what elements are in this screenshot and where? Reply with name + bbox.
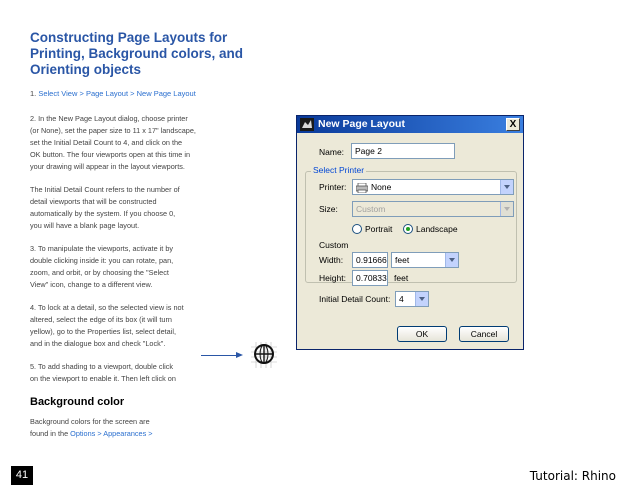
- height-input[interactable]: 0.70833: [352, 270, 388, 286]
- select-printer-legend: Select Printer: [313, 165, 365, 175]
- name-label: Name:: [319, 147, 345, 157]
- printer-select[interactable]: [352, 179, 514, 195]
- detail-count-dropdown-arrow-icon[interactable]: [415, 292, 428, 306]
- step-2-paragraph: 2. In the New Page Layout dialog, choose printer (or None), set the paper size to 11 x 17" landscape, set the Initial Detail Count to 4, and click on the OK button. The four viewports open at this time in your drawing will appear in the layout viewports.: [30, 114, 196, 171]
- width-label: Width:: [319, 255, 344, 265]
- background-menu-path: Options > Appearances >: [70, 429, 153, 438]
- step-3-paragraph: 3. To manipulate the viewports, activate it by double clicking inside it: you can rotate, pan, zoom, and orbit, or by choosing the "Select View" icon, change to a different view.: [30, 244, 174, 289]
- printer-icon: [356, 183, 368, 193]
- background-paragraph: [30, 416, 260, 440]
- background-line-2-prefix: found in the: [30, 429, 71, 438]
- detail-count-select[interactable]: [395, 291, 429, 307]
- rhino-app-icon: [300, 118, 314, 131]
- size-value: Custom: [356, 204, 386, 214]
- step-4-paragraph: 4. To lock at a detail, so the selected view is not altered, select the edge of its box (it will turn yellow), go to the Properties list, select detail, and in the dialogue box and check "Lock".: [30, 303, 184, 348]
- select-view-icon: [251, 342, 277, 368]
- width-unit-dropdown-arrow-icon[interactable]: [445, 253, 458, 267]
- name-input[interactable]: Page 2: [351, 143, 455, 159]
- dialog-title: New Page Layout: [318, 118, 405, 130]
- step-1-prefix: 1.: [30, 89, 39, 98]
- detail-count-value: 4: [399, 294, 404, 304]
- detail-count-label: Initial Detail Count:: [319, 294, 391, 304]
- page-title: Constructing Page Layouts for Printing, Background colors, and Orienting objects: [30, 30, 244, 77]
- landscape-radio[interactable]: [403, 224, 413, 234]
- select-printer-group: [305, 165, 517, 283]
- printer-value: None: [371, 182, 392, 192]
- dialog-titlebar[interactable]: [297, 116, 523, 133]
- ok-button[interactable]: OK: [397, 326, 447, 342]
- size-dropdown-arrow-icon: [500, 202, 513, 216]
- cancel-button[interactable]: Cancel: [459, 326, 509, 342]
- size-label: Size:: [319, 204, 338, 214]
- page-number: 41: [11, 466, 33, 485]
- step-5-paragraph: 5. To add shading to a viewport, double click on the viewport to enable it. Then left click on: [30, 362, 176, 383]
- width-input[interactable]: 0.91666: [352, 252, 388, 268]
- step-1: [30, 88, 260, 99]
- pointer-arrow-line: [201, 355, 239, 356]
- pointer-arrow-head: [236, 352, 243, 358]
- detail-count-paragraph: The Initial Detail Count refers to the number of detail viewports that will be constructed automatically by the system. If you choose 0, you will have a blank page layout.: [30, 185, 180, 230]
- height-label: Height:: [319, 273, 346, 283]
- footer-title: Tutorial: Rhino: [529, 469, 616, 483]
- portrait-radio[interactable]: [352, 224, 362, 234]
- background-heading: Background color: [30, 396, 125, 408]
- custom-label: Custom: [319, 240, 349, 250]
- size-select: [352, 201, 514, 217]
- portrait-label: Portrait: [365, 224, 393, 234]
- background-line-1: Background colors for the screen are: [30, 417, 150, 426]
- close-button[interactable]: X: [506, 118, 520, 131]
- printer-dropdown-arrow-icon[interactable]: [500, 180, 513, 194]
- step-1-menu-path: Select View > Page Layout > New Page Layout: [38, 89, 196, 98]
- new-page-layout-dialog: [296, 115, 524, 350]
- height-unit: feet: [394, 273, 409, 283]
- printer-label: Printer:: [319, 182, 347, 192]
- left-column: [30, 30, 260, 440]
- landscape-label: Landscape: [416, 224, 458, 234]
- width-unit-select[interactable]: [391, 252, 459, 268]
- width-unit-value: feet: [395, 255, 410, 265]
